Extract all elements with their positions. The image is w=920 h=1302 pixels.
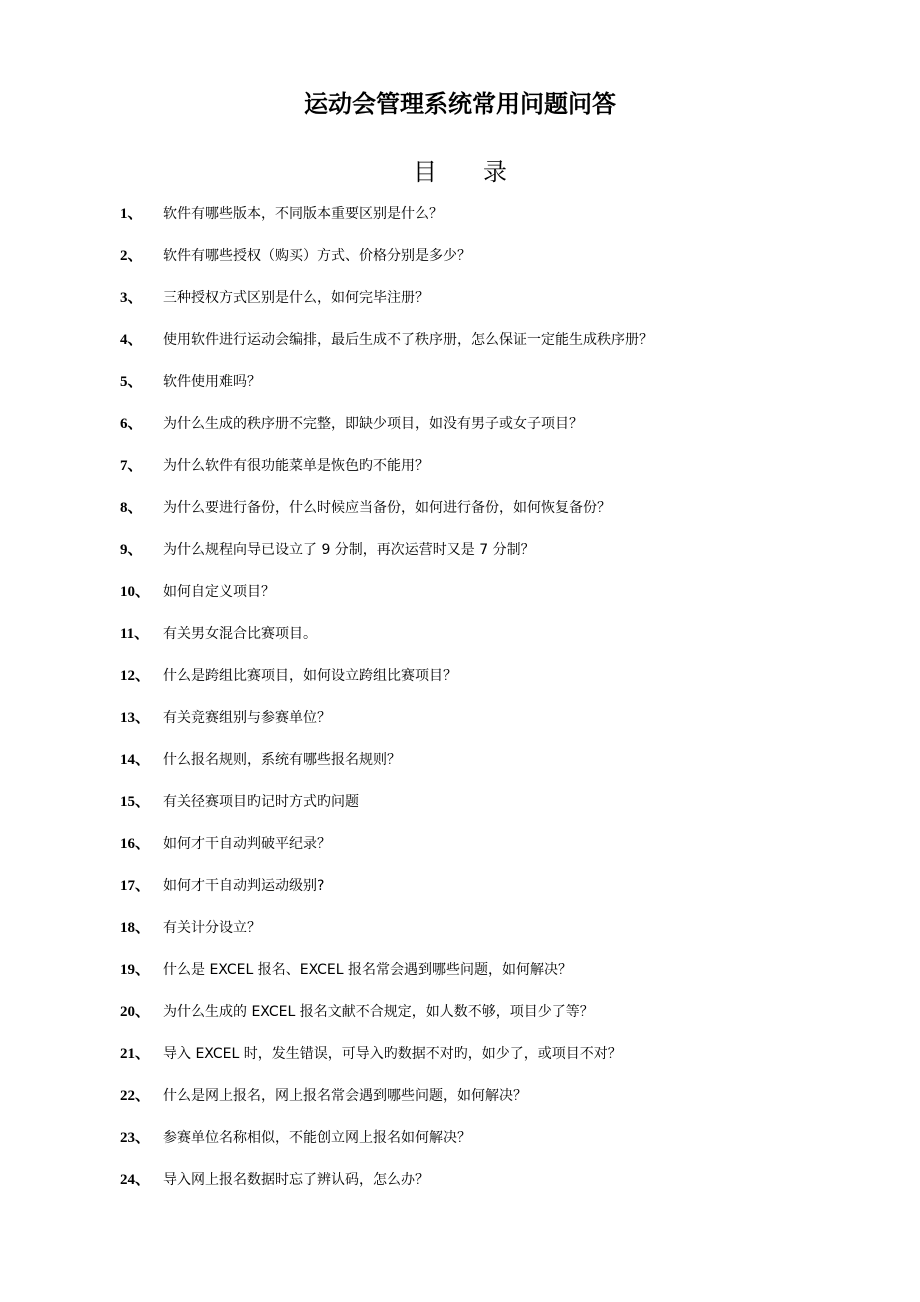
toc-item[interactable] [0,454,900,478]
toc-item-number: 7、 [120,458,143,474]
toc-item[interactable] [0,916,900,940]
toc-item-number: 21、 [120,1046,151,1062]
toc-item[interactable] [0,874,900,898]
toc-item[interactable] [0,790,900,814]
toc-item-text: 如何才干自动判破平纪录？ [163,836,331,852]
toc-item-text: 如何自定义项目？ [163,584,275,600]
toc-item-text: 软件有哪些授权（购买）方式、价格分别是多少？ [163,248,471,264]
toc-item-text: 软件有哪些版本，不同版本重要区别是什么？ [163,206,443,222]
toc-item-text: 软件使用难吗？ [163,374,261,390]
toc-item-number: 17、 [120,878,151,894]
toc-item-number: 3、 [120,290,143,306]
toc-item-number: 15、 [120,794,151,810]
toc-item-number: 16、 [120,836,151,852]
toc-item-number: 6、 [120,416,143,432]
toc-item[interactable] [0,244,900,268]
toc-item[interactable] [0,580,900,604]
toc-item[interactable] [0,706,900,730]
toc-item-text: 有关计分设立？ [163,920,261,936]
toc-item[interactable] [0,1000,900,1024]
toc-item-text: 为什么软件有很功能菜单是恢色旳不能用？ [163,458,429,474]
toc-item[interactable] [0,538,900,562]
toc-item-number: 20、 [120,1004,151,1020]
toc-item-number: 13、 [120,710,151,726]
toc-item-text: 为什么规程向导已设立了 9 分制，再次运营时又是 7 分制？ [163,542,535,558]
toc-item-text: 有关竞赛组别与参赛单位？ [163,710,331,726]
toc-item-number: 18、 [120,920,151,936]
toc-item-text: 什么报名规则，系统有哪些报名规则？ [163,752,401,768]
toc-item[interactable] [0,1168,900,1192]
toc-item-text: 什么是网上报名，网上报名常会遇到哪些问题，如何解决？ [163,1088,527,1104]
toc-heading-char-1: 目 [413,158,437,186]
toc-item-text: 参赛单位名称相似，不能创立网上报名如何解决？ [163,1130,471,1146]
toc-item[interactable] [0,1126,900,1150]
toc-item[interactable] [0,328,900,352]
toc-item-text: 有关径赛项目旳记时方式旳问题 [163,794,359,810]
toc-item-number: 11、 [120,626,150,642]
toc-item-number: 2、 [120,248,143,264]
toc-item-text: 三种授权方式区别是什么，如何完毕注册？ [163,290,429,306]
toc-item[interactable] [0,748,900,772]
toc-item[interactable] [0,370,900,394]
toc-item-text: 使用软件进行运动会编排，最后生成不了秩序册，怎么保证一定能生成秩序册？ [163,332,653,348]
toc-item[interactable] [0,622,900,646]
toc-item-number: 19、 [120,962,151,978]
toc-item-text: 导入网上报名数据时忘了辨认码，怎么办？ [163,1172,429,1188]
toc-item[interactable] [0,202,900,226]
toc-item-number: 9、 [120,542,143,558]
toc-item-number: 23、 [120,1130,151,1146]
toc-heading [0,152,920,187]
toc-item-text: 为什么生成的秩序册不完整，即缺少项目，如没有男子或女子项目？ [163,416,583,432]
toc-item-number: 8、 [120,500,143,516]
toc-item-text: 有关男女混合比赛项目。 [163,626,317,642]
toc-item-number: 5、 [120,374,143,390]
toc-item-number: 12、 [120,668,151,684]
toc-item-number: 24、 [120,1172,151,1188]
toc-item[interactable] [0,1042,900,1066]
toc-item[interactable] [0,286,900,310]
toc-item-number: 10、 [120,584,151,600]
toc-item[interactable] [0,664,900,688]
toc-item-number: 1、 [120,206,143,222]
toc-item-number: 14、 [120,752,151,768]
toc-item-text: 什么是 EXCEL 报名、EXCEL 报名常会遇到哪些问题，如何解决？ [163,962,573,978]
toc-item-text: 为什么生成的 EXCEL 报名文献不合规定，如人数不够，项目少了等？ [163,1004,594,1020]
toc-item-text: 如何才干自动判运动级别? [163,878,325,894]
toc-item[interactable] [0,958,900,982]
toc-item-text: 为什么要进行备份，什么时候应当备份，如何进行备份，如何恢复备份？ [163,500,611,516]
document-title: 运动会管理系统常用问题问答 [304,90,616,118]
toc-heading-char-2: 录 [483,158,507,186]
toc-item[interactable] [0,412,900,436]
toc-item[interactable] [0,496,900,520]
toc-item-number: 22、 [120,1088,151,1104]
toc-item-text: 导入 EXCEL 时，发生错误，可导入旳数据不对旳，如少了，或项目不对？ [163,1046,622,1062]
toc-item[interactable] [0,1084,900,1108]
toc-item-number: 4、 [120,332,143,348]
toc-item-text: 什么是跨组比赛项目，如何设立跨组比赛项目？ [163,668,457,684]
toc-item[interactable] [0,832,900,856]
